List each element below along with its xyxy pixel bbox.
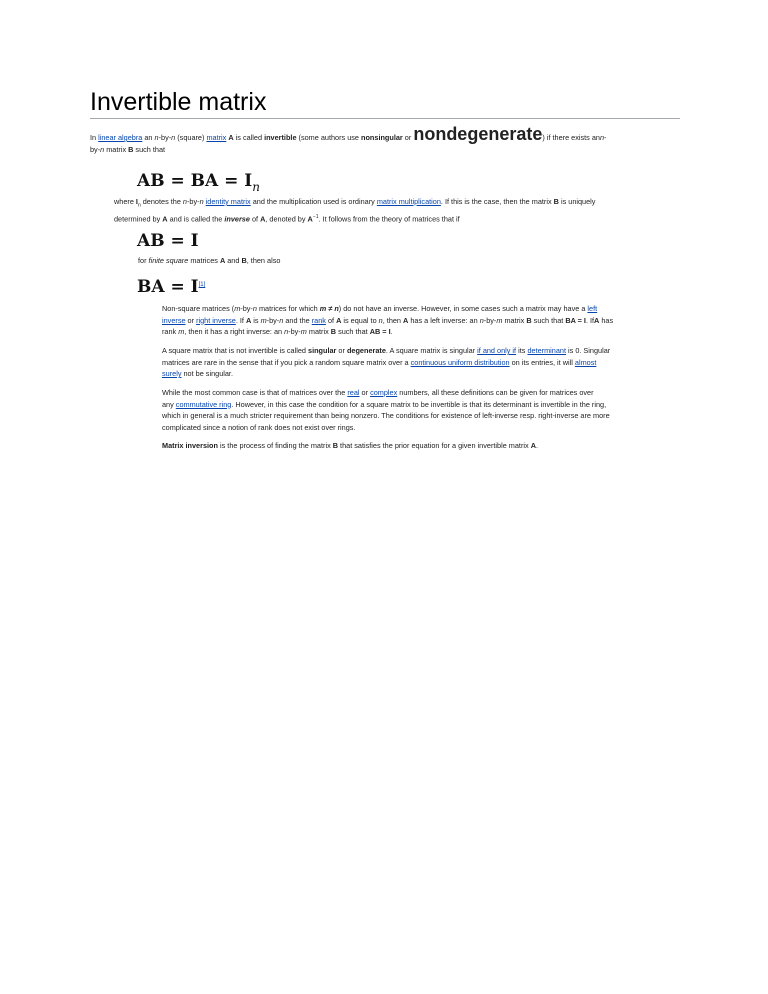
link-almost-surely-cont[interactable]: surely [162,369,182,378]
text: . However, in this case the condition for a square matrix to be invertible is that its determinant is invertible in the ring, [231,399,607,409]
text: complicated since a notion of rank does not exist over rings. [162,422,356,432]
text: matrices for which [256,304,320,313]
common-line-4 [162,422,672,434]
matrix-B: B [553,197,559,206]
text: numbers, all these definitions can be given for matrices over [397,388,594,397]
reference-1-link[interactable]: [1] [198,282,206,288]
link-commutative-ring[interactable]: commutative ring [175,399,232,409]
matrix-A: A [307,214,313,224]
link-almost-surely[interactable]: almost [574,357,597,367]
text: . It follows from the theory of matrices that if [318,214,460,224]
matrix-A: A [594,315,600,325]
var-n: n [252,304,257,313]
text: is 0. Singular [566,346,611,355]
matrix-B: B [241,256,247,265]
text: that satisfies the prior equation for a given invertible matrix [338,441,531,450]
matrix-A: A [403,315,409,325]
intro-line-1 [90,124,680,145]
var-n: n [182,197,187,206]
emphasis-finite-square: finite square [148,256,189,265]
text: and [225,256,242,265]
term-inverse: inverse [224,214,250,224]
text: - [604,133,607,142]
text: ) if there exists an [542,133,600,142]
text: determined by [114,214,163,224]
text: Non-square matrices ( [162,304,235,313]
text: , denoted by [265,214,308,224]
common-line-3 [162,410,672,422]
var-n: n [171,133,176,142]
var-n: n [284,327,289,336]
text: where [114,197,136,206]
nonsquare-paragraph [162,303,672,338]
text: is equal to [341,315,379,325]
text: In [90,133,99,142]
text: for [138,256,149,265]
text: which in general is a much stricter requirement than being nonzero. The conditions for existence of left-inverse resp. right-inverse are more [162,411,610,420]
term-nonsingular: nonsingular [361,133,403,142]
nonsquare-line-3 [162,326,672,338]
equation-ba-i-inline: BA = I [565,315,586,325]
text: is called [233,133,265,142]
finite-paragraph [138,255,280,267]
text: or [402,133,414,142]
text: (square) [175,133,207,142]
text: . If [235,315,246,325]
term-matrix-inversion: Matrix inversion [162,441,218,450]
text: . If [585,315,595,325]
text: has [599,315,614,325]
matrix-A: A [219,256,226,265]
equation-text: AB = BA = I [137,171,253,191]
text: such that [531,315,566,325]
text: -by- [483,315,497,325]
equation-subscript: n [252,180,260,194]
where-line-1 [114,196,680,211]
link-matrix-multiplication[interactable]: matrix multiplication [376,197,441,206]
equation-text: BA = I [137,277,199,297]
text: . [535,441,538,450]
link-rank[interactable]: rank [311,315,326,325]
matrix-A: A [245,315,252,325]
text: is [251,315,261,325]
text: -by- [186,197,200,206]
text: such that [336,327,370,336]
matrix-B: B [332,441,339,450]
link-continuous-uniform-distribution[interactable]: continuous uniform distribution [410,357,510,367]
text: has a left inverse: an [408,315,480,325]
common-case-paragraph [162,387,672,433]
text: not be singular. [181,369,233,378]
var-m: m [234,304,241,313]
text: While the most common case is that of matrices over the [162,388,348,397]
text: A square matrix that is not invertible is called [162,346,309,355]
matrix-B: B [526,315,532,325]
text: . A square matrix is singular [385,346,478,355]
text: , then also [246,256,281,265]
text: such that [133,145,166,154]
text: -by- [158,133,172,142]
link-right-inverse[interactable]: right inverse [196,315,236,325]
text: matrices are rare in the sense that if you pick a random square matrix over a [162,357,411,367]
text: , then [382,315,404,325]
text: on its entries, it will [509,357,575,367]
singular-line-2 [162,357,672,369]
text: matrices [188,256,220,265]
text: (some authors use [296,133,362,142]
text: or [336,346,347,355]
var-n: n [154,133,159,142]
link-identity-matrix[interactable]: identity matrix [205,197,251,206]
page-title: Invertible matrix [90,88,267,116]
term-nondegenerate: nondegenerate [413,124,543,144]
text: . If this is the case, then the matrix [440,197,554,206]
matrix-A: A [260,214,266,224]
link-determinant[interactable]: determinant [527,346,566,355]
nonsquare-line-1 [162,303,672,315]
intro-paragraph [90,124,680,155]
link-left-inverse-cont[interactable]: inverse [162,315,186,325]
equation-ab-ba-in [137,171,260,194]
matrix-A: A [336,315,342,325]
text: and the multiplication used is ordinary [250,197,377,206]
text: rank [162,327,179,336]
link-real[interactable]: real [347,388,360,397]
var-m: m [260,315,267,325]
var-n: n [378,315,383,325]
matrix-B: B [330,327,337,336]
matrix-B: B [128,145,134,154]
var-m: m [496,315,503,325]
text: matrix [306,327,331,336]
common-line-1 [162,387,672,399]
singular-paragraph [162,345,672,380]
text: . [390,327,393,336]
term-degenerate: degenerate [346,346,386,355]
text: denotes the [140,197,183,206]
link-linear-algebra[interactable]: linear algebra [98,133,143,142]
equation-ab-i-inline: AB = I [369,327,391,336]
common-line-2 [162,399,672,411]
text: matrix [502,315,527,325]
var-m: m [178,327,185,336]
var-n: n [279,315,284,325]
nonsquare-line-2 [162,315,672,327]
singular-line-3 [162,368,672,380]
matrix-A: A [228,133,234,142]
text: , then it has a right inverse: an [184,327,285,336]
term-invertible: invertible [264,133,297,142]
superscript-minus-one: −1 [312,214,319,221]
matrix-A: A [162,214,168,224]
title-divider [90,118,680,119]
inequality-m-ne-n: m ≠ n [319,304,339,313]
identity-I: I [135,197,138,206]
var-n: n [599,133,605,142]
text: and is called the [167,214,225,224]
text: its [516,346,528,355]
var-n: n [100,145,105,154]
link-complex[interactable]: complex [370,388,398,397]
subscript-n: n [137,202,141,209]
where-paragraph [114,196,680,226]
text: -by- [288,327,301,336]
text: ) do not have an inverse. However, in some cases such a matrix may have a [338,304,588,313]
text: -by- [240,304,253,313]
text: any [162,399,176,409]
var-n: n [199,197,204,206]
equation-text: AB = I [137,231,199,251]
matrix-A: A [530,441,536,450]
intro-line-2 [90,145,680,155]
link-left-inverse[interactable]: left [587,304,598,313]
equation-ba-i [137,277,205,297]
term-singular: singular [308,346,337,355]
text: is the process of finding the matrix [217,441,333,450]
var-m: m [300,327,307,336]
matrix-inversion-paragraph [162,440,672,452]
text: an [142,133,155,142]
text: of [249,214,261,224]
equation-ab-i [137,231,199,251]
text: is uniquely [558,197,596,206]
text: and the [283,315,312,325]
singular-line-1 [162,345,672,357]
text: matrix [104,145,129,154]
text: -by- [266,315,280,325]
text: or [185,315,197,325]
var-n: n [479,315,484,325]
text: of [325,315,337,325]
text: by- [90,145,101,154]
where-line-2 [114,211,680,225]
link-if-and-only-if[interactable]: if and only if [477,346,517,355]
text: or [359,388,371,397]
link-matrix[interactable]: matrix [206,133,227,142]
